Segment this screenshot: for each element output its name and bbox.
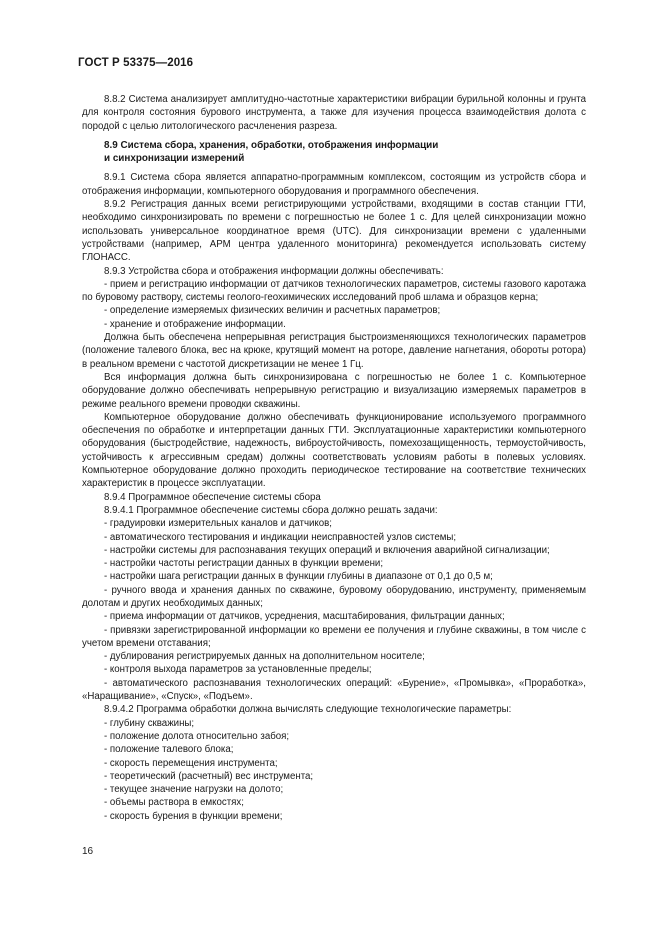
paragraph: 8.9.4.2 Программа обработки должна вычислять следующие технологические параметры: — [104, 704, 512, 716]
list-item: - скорость бурения в функции времени; — [104, 810, 283, 822]
list-item: - автоматического распознавания технологических операций: «Бурение», «Промывка», «Проработка», «Наращивание», «Спуск», «Подъем». — [82, 677, 586, 703]
document-header: ГОСТ Р 53375—2016 — [78, 57, 194, 69]
paragraph: 8.9.1 Система сбора является аппаратно-программным комплексом, состоящим из устройств сбора и отображения информации, компьютерного оборудования и программного обеспечения. — [82, 172, 586, 197]
list-item: - настройки шага регистрации данных в функции глубины в диапазоне от 0,1 до 0,5 м; — [104, 571, 493, 583]
list-item: - контроля выхода параметров за установленные пределы; — [104, 664, 372, 676]
list-item: - дублирования регистрируемых данных на дополнительном носителе; — [104, 651, 425, 663]
list-item: - положение долота относительно забоя; — [104, 730, 290, 742]
list-item: - скорость перемещения инструмента; — [104, 757, 278, 769]
list-item: - определение измеряемых физических величин и расчетных параметров; — [104, 305, 441, 317]
section-heading — [104, 139, 586, 166]
section-heading-line: и синхронизации измерений — [104, 153, 245, 165]
list-item: - объемы раствора в емкостях; — [104, 797, 244, 809]
document-body — [82, 93, 586, 823]
paragraph: 8.9.4.1 Программное обеспечение системы сбора должно решать задачи: — [104, 504, 438, 516]
paragraph: Компьютерное оборудование должно обеспечивать функционирование используемого программного обеспечения по обработке и интерпретации данных ГТИ. Эксплуатационные характеристики компьютерного оборудования (быстродействие, надежность, виброустойчивость, помехозащищенность, термоустойчивость, устойчивость к агрессивным средам) должны соответствовать условиям работы в полевых условиях. Компьютерное оборудование должно проходить периодическое тестирование на соответствие технических характеристик в процессе эксплуатации. — [82, 411, 586, 490]
list-item: - текущее значение нагрузки на долото; — [104, 784, 284, 796]
section-heading-line: 8.9 Система сбора, хранения, обработки, отображения информации — [104, 139, 439, 151]
list-item: - настройки системы для распознавания текущих операций и включения аварийной сигнализации; — [104, 544, 550, 556]
list-item: - положение талевого блока; — [104, 744, 234, 756]
list-item: - ручного ввода и хранения данных по скважине, буровому оборудованию, инструменту, применяемым долотам и других необходимых данных; — [82, 584, 586, 609]
list-item: - глубину скважины; — [104, 717, 195, 729]
paragraph: Должна быть обеспечена непрерывная регистрация быстроизменяющихся технологических параметров (положение талевого блока, вес на крюке, крутящий момент на роторе, давление нагнетания, обороты ротора) в реальном времени с частотой дискретизации не менее 1 Гц. — [82, 332, 586, 370]
list-item: - теоретический (расчетный) вес инструмента; — [104, 770, 314, 782]
paragraph: 8.9.3 Устройства сбора и отображения информации должны обеспечивать: — [104, 265, 444, 277]
list-item: - приема информации от датчиков, усреднения, масштабирования, фильтрации данных; — [104, 611, 505, 623]
list-item: - настройки частоты регистрации данных в функции времени; — [104, 558, 384, 570]
list-item: - привязки зарегистрированной информации ко времени ее получения и глубине скважины, в том числе с учетом времени отставания; — [82, 624, 586, 649]
paragraph: 8.8.2 Система анализирует амплитудно-частотные характеристики вибрации бурильной колонны и грунта для контроля состояния бурового инструмента, а также для изучения процесса взаимодействия долота с породой с целью литологического расчленения разреза. — [82, 94, 586, 132]
paragraph: 8.9.2 Регистрация данных всеми регистрирующими устройствами, входящими в состав станции ГТИ, необходимо синхронизировать по времени с погрешностью не более 1 с. Для целей синхронизации можно использовать универсальное координатное время (UTC). Для синхронизации времени с удаленными устройствами (например, АРМ центра удаленного мониторинга) рекомендуется использовать систему ГЛОНАСС. — [82, 199, 586, 264]
paragraph: 8.9.4 Программное обеспечение системы сбора — [104, 491, 321, 503]
paragraph: Вся информация должна быть синхронизирована с погрешностью не более 1 с. Компьютерное оборудование должно обеспечивать непрерывную регистрацию и визуализацию измеряемых параметров в режиме реального времени проводки скважины. — [82, 371, 586, 410]
page-number: 16 — [82, 846, 94, 857]
list-item: - хранение и отображение информации. — [104, 318, 286, 330]
list-item: - прием и регистрацию информации от датчиков технологических параметров, системы газового каротажа по буровому раствору, системы геолого-геохимических исследований проб шлама и образцов керна; — [82, 278, 586, 304]
list-item: - автоматического тестирования и индикации неисправностей узлов системы; — [104, 531, 457, 543]
list-item: - градуировки измерительных каналов и датчиков; — [104, 518, 333, 530]
